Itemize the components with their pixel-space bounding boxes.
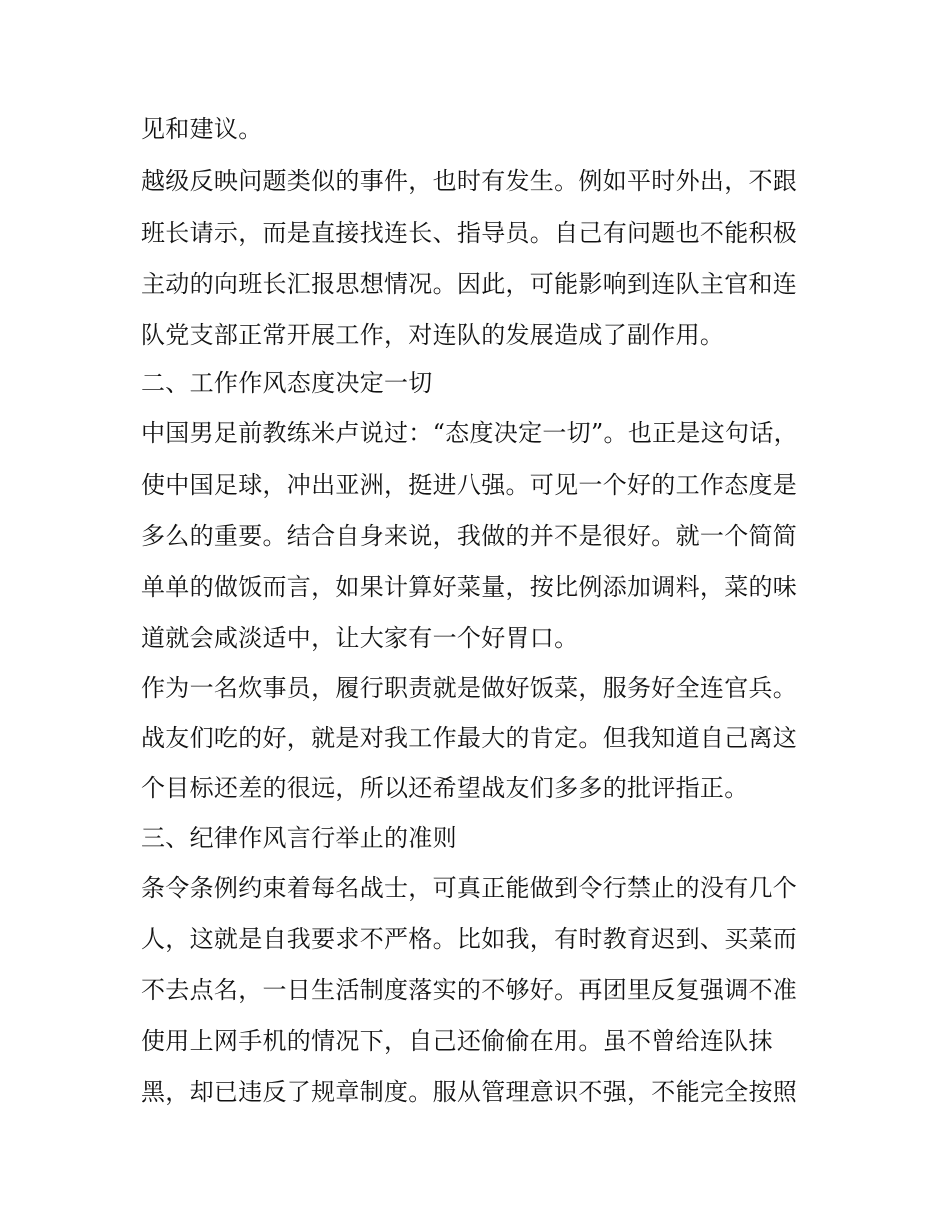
text-line-10: 单单的做饭而言，如果计算好菜量，按比例添加调料，菜的味 [141, 573, 798, 601]
text-line-18: 不去点名，一日生活制度落实的不够好。再团里反复强调不准 [141, 976, 798, 1004]
text-line-7: 中国男足前教练米卢说过：“态度决定一切”。也正是这句话， [141, 419, 798, 447]
text-line-2: 越级反映问题类似的事件，也时有发生。例如平时外出，不跟 [141, 167, 798, 195]
section-heading-2: 二、工作作风态度决定一切 [141, 369, 433, 397]
text-line-14: 个目标还差的很远，所以还希望战友们多多的批评指正。 [141, 774, 749, 802]
text-line-13: 战友们吃的好，就是对我工作最大的肯定。但我知道自己离这 [141, 724, 798, 752]
text-line-1: 见和建议。 [141, 115, 263, 143]
text-line-3: 班长请示，而是直接找连长、指导员。自己有问题也不能积极 [141, 219, 798, 247]
text-line-8: 使中国足球，冲出亚洲，挺进八强。可见一个好的工作态度是 [141, 471, 798, 499]
text-line-11: 道就会咸淡适中，让大家有一个好胃口。 [141, 624, 579, 652]
text-line-4: 主动的向班长汇报思想情况。因此，可能影响到连队主官和连 [141, 270, 798, 298]
text-line-20: 黑，却已违反了规章制度。服从管理意识不强，不能完全按照 [141, 1078, 798, 1106]
text-line-17: 人，这就是自我要求不严格。比如我，有时教育迟到、买菜而 [141, 925, 798, 953]
text-line-16: 条令条例约束着每名战士，可真正能做到令行禁止的没有几个 [141, 874, 798, 902]
text-line-5: 队党支部正常开展工作，对连队的发展造成了副作用。 [141, 321, 725, 349]
text-line-12: 作为一名炊事员，履行职责就是做好饭菜，服务好全连官兵。 [141, 674, 798, 702]
text-line-19: 使用上网手机的情况下，自己还偷偷在用。虽不曾给连队抹 [141, 1027, 773, 1055]
text-line-9: 多么的重要。结合自身来说，我做的并不是很好。就一个简简 [141, 522, 798, 550]
section-heading-3: 三、纪律作风言行举止的准则 [141, 824, 457, 852]
